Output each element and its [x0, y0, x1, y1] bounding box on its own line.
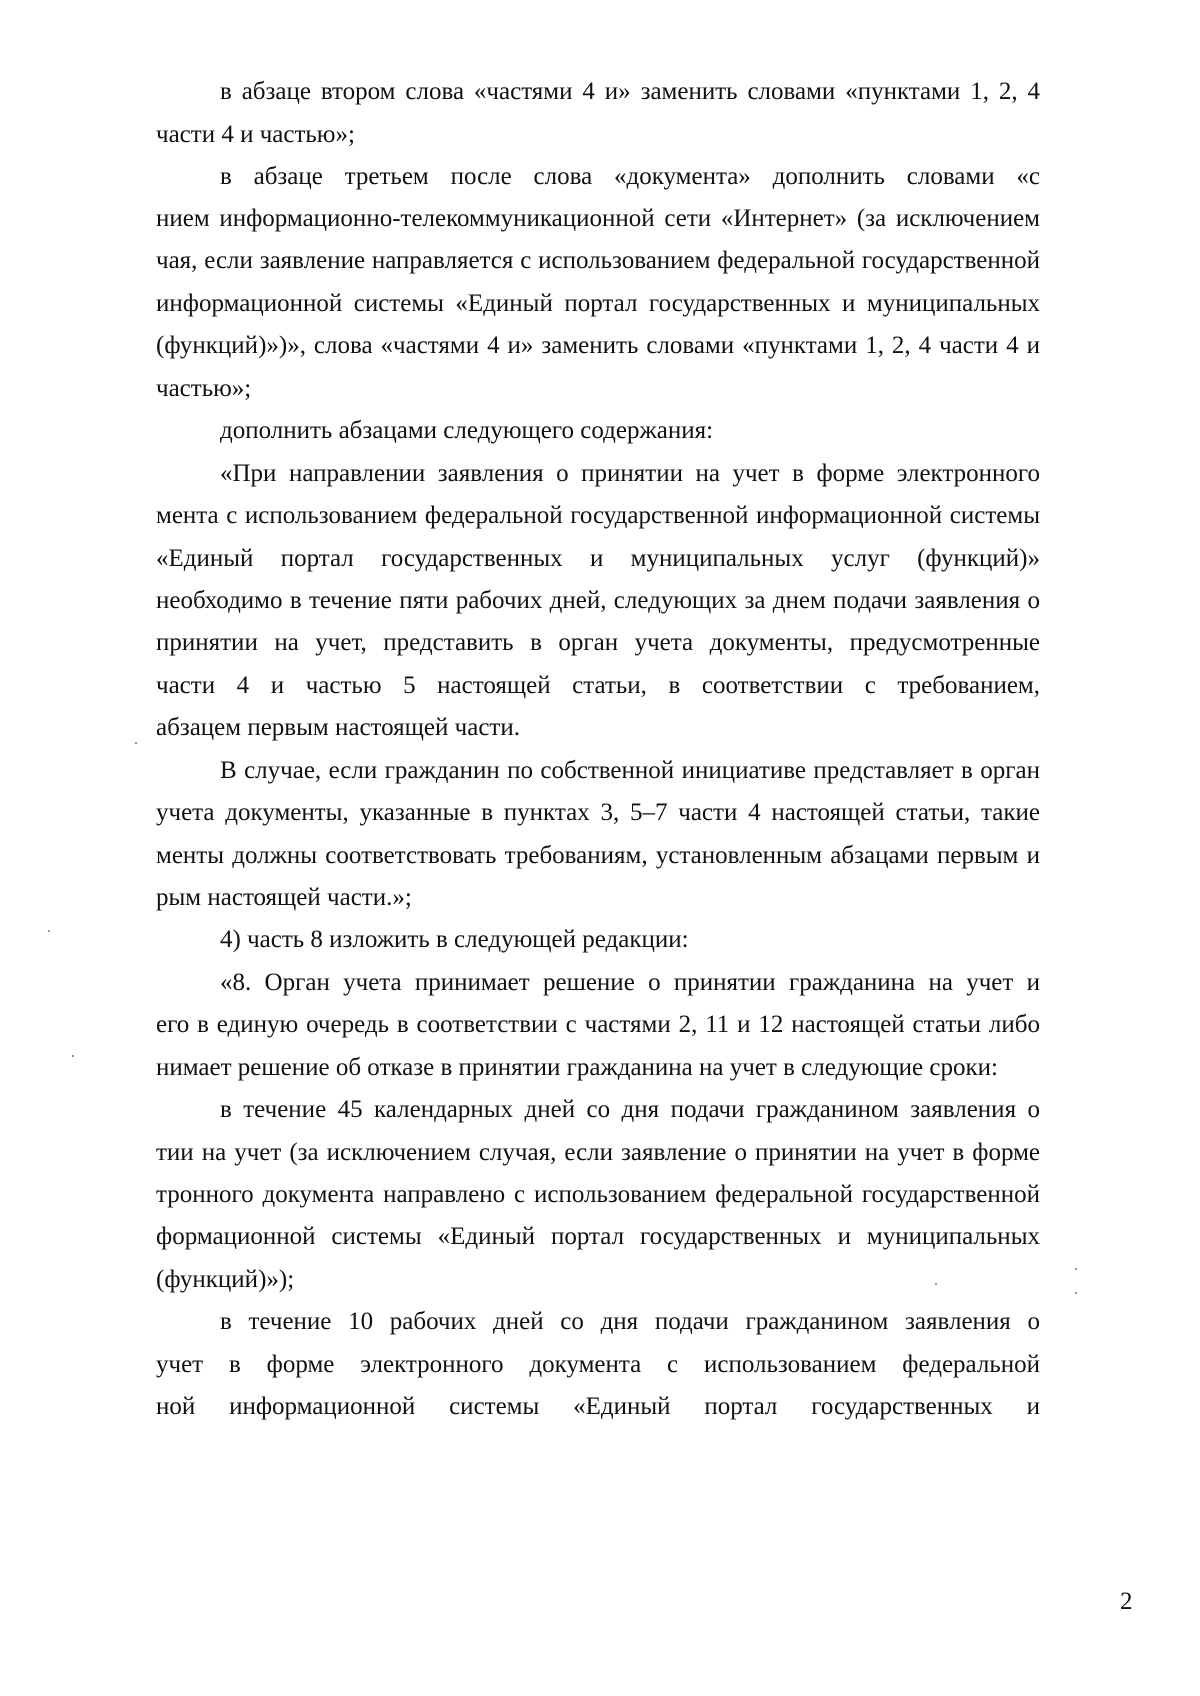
- text-line: тии на учет (за исключением случая, если заявление о принятии на учет в форме: [156, 1139, 1040, 1166]
- text-line: необходимо в течение пяти рабочих дней, следующих за днем подачи заявления о: [156, 587, 1040, 614]
- text-line: нием информационно-телекоммуникационной сети «Интернет» (за исключением: [156, 205, 1040, 232]
- text-line: нимает решение об отказе в принятии гражданина на учет в следующие сроки:: [156, 1054, 998, 1081]
- text-line: учет в форме электронного документа с использованием федеральной: [156, 1351, 1040, 1378]
- text-line: частью»;: [156, 375, 252, 402]
- text-line: В случае, если гражданин по собственной инициативе представляет в орган: [220, 757, 1040, 784]
- scan-speck: [1075, 1292, 1077, 1294]
- text-line: формационной системы «Единый портал государственных и муниципальных: [156, 1223, 1040, 1250]
- text-line: чая, если заявление направляется с использованием федеральной государственной: [156, 247, 1040, 274]
- text-line: мента с использованием федеральной государственной информационной системы: [156, 502, 1040, 529]
- text-line: дополнить абзацами следующего содержания:: [220, 417, 714, 444]
- text-line: части 4 и частью 5 настоящей статьи, в соответствии с требованием,: [156, 672, 1040, 699]
- text-line: (функций)»);: [156, 1266, 295, 1293]
- text-line: «Единый портал государственных и муниципальных услуг (функций)»: [156, 545, 1040, 572]
- text-line: в течение 10 рабочих дней со дня подачи гражданином заявления о: [220, 1308, 1040, 1335]
- text-line: (функций)»)», слова «частями 4 и» заменить словами «пунктами 1, 2, 4 части 4 и: [156, 332, 1040, 359]
- text-line: части 4 и частью»;: [156, 121, 355, 148]
- text-line: принятии на учет, представить в орган учета документы, предусмотренные: [156, 629, 1040, 656]
- scan-speck: [935, 1283, 937, 1285]
- text-line: рым настоящей части.»;: [156, 884, 412, 911]
- page-number: 2: [1120, 1588, 1133, 1615]
- text-line: учета документы, указанные в пунктах 3, 5–7 части 4 настоящей статьи, такие: [156, 799, 1040, 826]
- text-line: информационной системы «Единый портал государственных и муниципальных: [156, 290, 1040, 317]
- text-line: менты должны соответствовать требованиям, установленным абзацами первым и: [156, 842, 1040, 869]
- scan-speck: [1075, 1268, 1077, 1270]
- text-line: «8. Орган учета принимает решение о принятии гражданина на учет и: [220, 969, 1040, 996]
- scan-speck: [48, 930, 50, 932]
- text-line: 4) часть 8 изложить в следующей редакции:: [220, 926, 689, 953]
- text-line: ной информационной системы «Единый портал государственных и: [156, 1393, 1040, 1420]
- scan-speck: [72, 1055, 74, 1057]
- text-line: в абзаце втором слова «частями 4 и» заменить словами «пунктами 1, 2, 4: [220, 78, 1040, 105]
- text-line: абзацем первым настоящей части.: [156, 714, 520, 741]
- scan-speck: [135, 742, 137, 744]
- text-line: в абзаце третьем после слова «документа» дополнить словами «с: [220, 163, 1040, 190]
- text-line: тронного документа направлено с использованием федеральной государственной: [156, 1181, 1040, 1208]
- text-line: «При направлении заявления о принятии на учет в форме электронного: [220, 460, 1040, 487]
- text-line: его в единую очередь в соответствии с частями 2, 11 и 12 настоящей статьи либо: [156, 1011, 1040, 1038]
- text-line: в течение 45 календарных дней со дня подачи гражданином заявления о: [220, 1096, 1040, 1123]
